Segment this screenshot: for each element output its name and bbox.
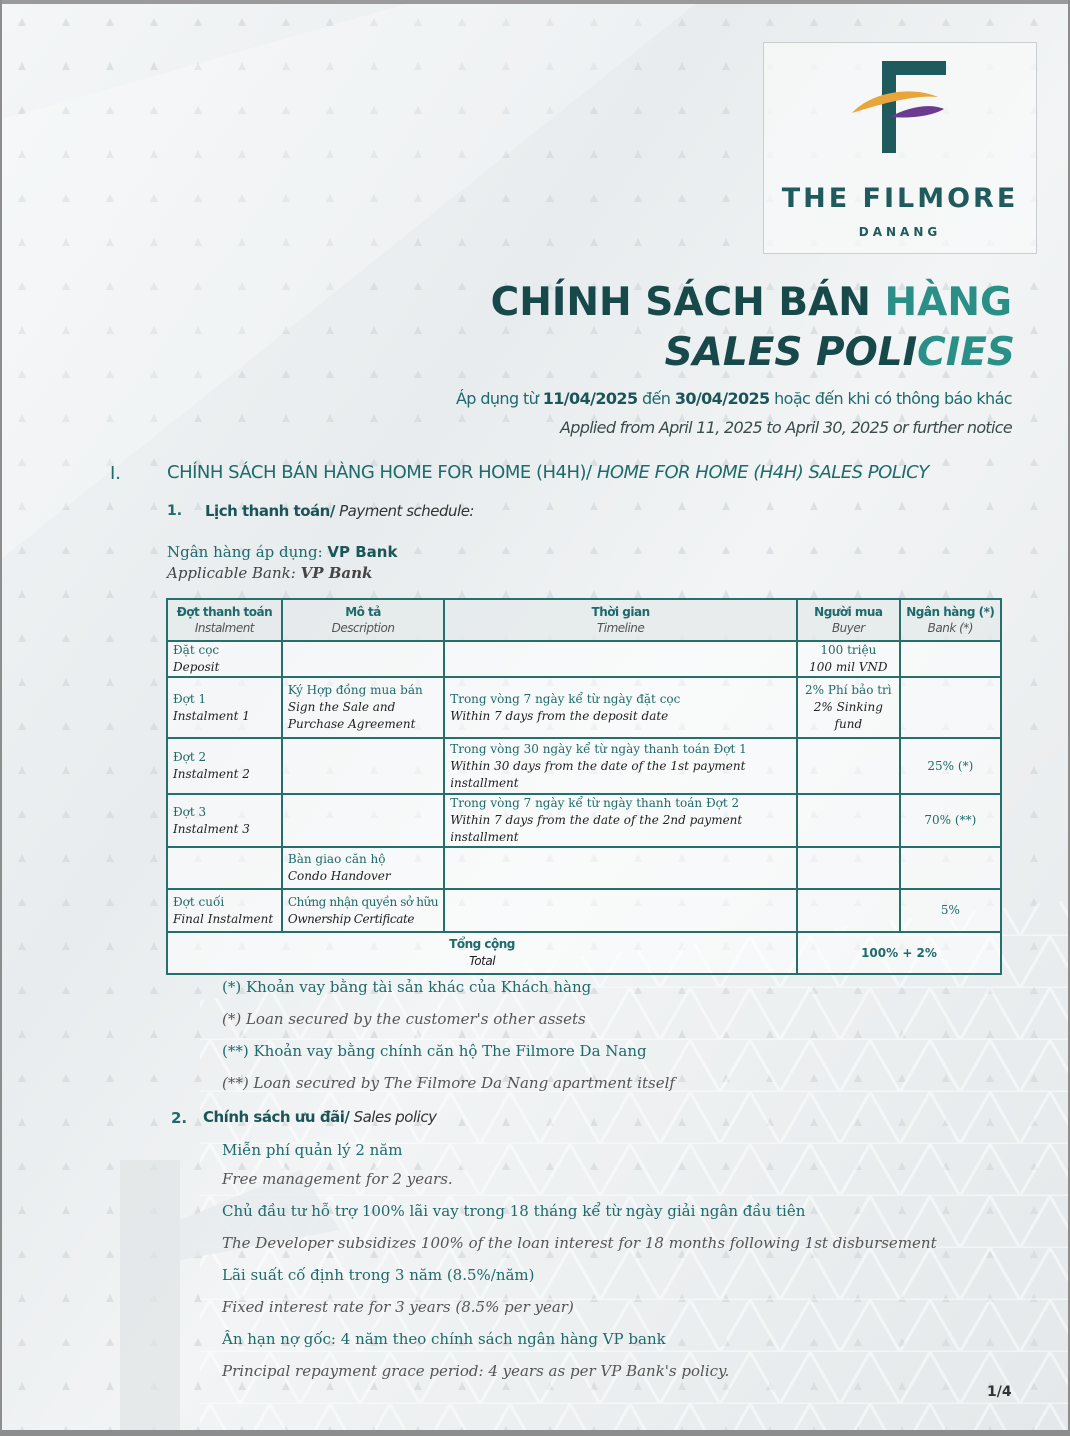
policy-item-en: Principal repayment grace period: 4 years as per VP Bank's policy. (222, 1362, 730, 1380)
cell-en: Within 7 days from the deposit date (450, 708, 669, 723)
table-total-row (167, 932, 1001, 974)
subsection-2-title-vi: Chính sách ưu đãi/ (203, 1108, 350, 1126)
bank-label-vi: Ngân hàng áp dụng: (167, 543, 323, 561)
header-vi: Mô tả (345, 605, 381, 619)
applicable-bank-en (167, 564, 372, 582)
section-title-en: HOME FOR HOME (H4H) SALES POLICY (596, 462, 929, 483)
bank-value-en: VP Bank (300, 564, 373, 582)
cell-vi: Đợt 3 (173, 804, 207, 819)
cell-bank: 25% (*) (900, 738, 1001, 794)
header-buyer (797, 599, 900, 641)
title-vietnamese (491, 280, 1012, 325)
frame-top-edge (0, 0, 1070, 4)
footnote-2-vi: (**) Khoản vay bằng chính căn hộ The Filmore Da Nang (222, 1042, 647, 1060)
cell-en: Ownership Certificate (287, 911, 415, 926)
applied-suffix: hoặc đến khi có thông báo khác (774, 389, 1012, 408)
header-en: Timeline (596, 621, 645, 635)
applied-to-date: 30/04/2025 (674, 389, 770, 408)
header-vi: Ngân hàng (*) (906, 605, 995, 619)
cell-en: 2% Sinking fund (813, 700, 883, 731)
header-bank (900, 599, 1001, 641)
subsection-2-number: 2. (171, 1109, 188, 1127)
header-instalment (167, 599, 282, 641)
bank-label-en: Applicable Bank: (167, 564, 296, 582)
table-row (167, 641, 1001, 677)
frame-bottom-edge (0, 1430, 1070, 1436)
filmore-f-logo-icon (850, 57, 950, 157)
subsection-1-title-en: Payment schedule: (339, 502, 474, 520)
title-vi-main: CHÍNH SÁCH BÁN (490, 280, 885, 325)
subsection-1-title (205, 502, 474, 520)
cell-vi: Trong vòng 30 ngày kể từ ngày thanh toán Đợt 1 (450, 741, 747, 756)
title-en-accent: CIES (917, 330, 1015, 375)
table-row (167, 847, 1001, 889)
cell-vi: Ký Hợp đồng mua bán (287, 683, 423, 697)
total-label-vi: Tổng cộng (449, 937, 515, 951)
footnote-2-en: (**) Loan secured by The Filmore Da Nang apartment itself (222, 1074, 675, 1092)
policy-item-en: Free management for 2 years. (222, 1170, 453, 1188)
title-english (665, 330, 1015, 375)
header-vi: Thời gian (591, 605, 650, 619)
cell-vi: Trong vòng 7 ngày kể từ ngày đặt cọc (450, 691, 681, 706)
brand-name: THE FILMORE (781, 183, 1019, 214)
footnote-1-vi: (*) Khoản vay bằng tài sản khác của Khách hàng (222, 978, 592, 996)
applicable-bank-vi (167, 543, 397, 561)
frame-left-edge (0, 0, 2, 1436)
policy-item-vi: Miễn phí quản lý 2 năm (222, 1141, 403, 1159)
subsection-1-number: 1. (167, 503, 183, 519)
cell-vi: Đợt cuối (173, 894, 225, 909)
table-header-row (167, 599, 1001, 641)
cell-en: Within 30 days from the date of the 1st payment installment (450, 758, 746, 790)
payment-schedule-table (166, 598, 1002, 975)
cell-en: Within 7 days from the date of the 2nd payment installment (450, 813, 743, 844)
cell-en: Instalment 2 (173, 767, 250, 781)
applied-prefix: Áp dụng từ (455, 389, 539, 408)
cell-en: Instalment 3 (173, 821, 250, 836)
policy-item-vi: Lãi suất cố định trong 3 năm (8.5%/năm) (222, 1266, 535, 1284)
section-title (167, 462, 929, 483)
brand-city: DANANG (858, 225, 942, 239)
cell-en: Condo Handover (287, 869, 391, 883)
header-en: Description (331, 621, 395, 635)
header-timeline (444, 599, 797, 641)
cell-en: Final Instalment (173, 911, 274, 926)
total-label-en: Total (468, 954, 496, 968)
header-description (282, 599, 444, 641)
table-row (167, 677, 1001, 738)
header-vi: Đợt thanh toán (176, 605, 273, 619)
subsection-2-title (203, 1108, 436, 1126)
applied-period-vi (456, 389, 1012, 408)
cell-vi: 2% Phí bảo trì (805, 683, 892, 697)
cell-vi: 100 triệu (820, 643, 877, 657)
brand-logo (763, 42, 1037, 254)
header-en: Instalment (194, 621, 255, 635)
policy-item-en: The Developer subsidizes 100% of the loan interest for 18 months following 1st disbursement (222, 1234, 937, 1252)
cell-en: 100 mil VND (809, 660, 888, 674)
header-vi: Người mua (814, 605, 883, 619)
cell-vi: Trong vòng 7 ngày kể từ ngày thanh toán Đợt 2 (450, 796, 740, 810)
cell-bank: 5% (900, 889, 1001, 932)
cell-en: Deposit (173, 660, 220, 674)
table-row (167, 889, 1001, 932)
title-en-main: SALES POLI (664, 330, 918, 375)
cell-en: Sign the Sale and Purchase Agreement (287, 700, 416, 731)
cell-vi: Đặt cọc (173, 643, 220, 657)
policy-item-vi: Chủ đầu tư hỗ trợ 100% lãi vay trong 18 tháng kể từ ngày giải ngân đầu tiên (222, 1202, 806, 1220)
table-row (167, 794, 1001, 847)
header-en: Bank (*) (927, 621, 973, 635)
cell-vi: Bàn giao căn hộ (287, 852, 386, 866)
table-row (167, 738, 1001, 794)
subsection-1-title-vi: Lịch thanh toán/ (205, 502, 335, 520)
header-en: Buyer (831, 621, 865, 635)
cell-en: Instalment 1 (173, 708, 250, 723)
applied-from-date: 11/04/2025 (542, 389, 638, 408)
title-vi-accent: HÀNG (884, 280, 1012, 325)
page-number: 1/4 (987, 1384, 1012, 1400)
policy-item-vi: Ân hạn nợ gốc: 4 năm theo chính sách ngân hàng VP bank (222, 1330, 666, 1348)
subsection-2-title-en: Sales policy (353, 1108, 437, 1126)
total-value: 100% + 2% (797, 932, 1001, 974)
applied-mid: đến (642, 389, 671, 408)
applied-period-en: Applied from April 11, 2025 to April 30, 2025 or further notice (560, 418, 1012, 437)
section-title-vi: CHÍNH SÁCH BÁN HÀNG HOME FOR HOME (H4H)/ (167, 462, 592, 483)
bank-value: VP Bank (327, 543, 398, 561)
policy-item-en: Fixed interest rate for 3 years (8.5% per year) (222, 1298, 574, 1316)
cell-bank: 70% (**) (900, 794, 1001, 847)
section-number: I. (110, 463, 122, 484)
cell-vi: Đợt 1 (173, 691, 207, 706)
cell-vi: Đợt 2 (173, 750, 207, 764)
cell-vi: Chứng nhận quyền sở hữu (287, 894, 439, 909)
footnote-1-en: (*) Loan secured by the customer's other assets (222, 1010, 586, 1028)
